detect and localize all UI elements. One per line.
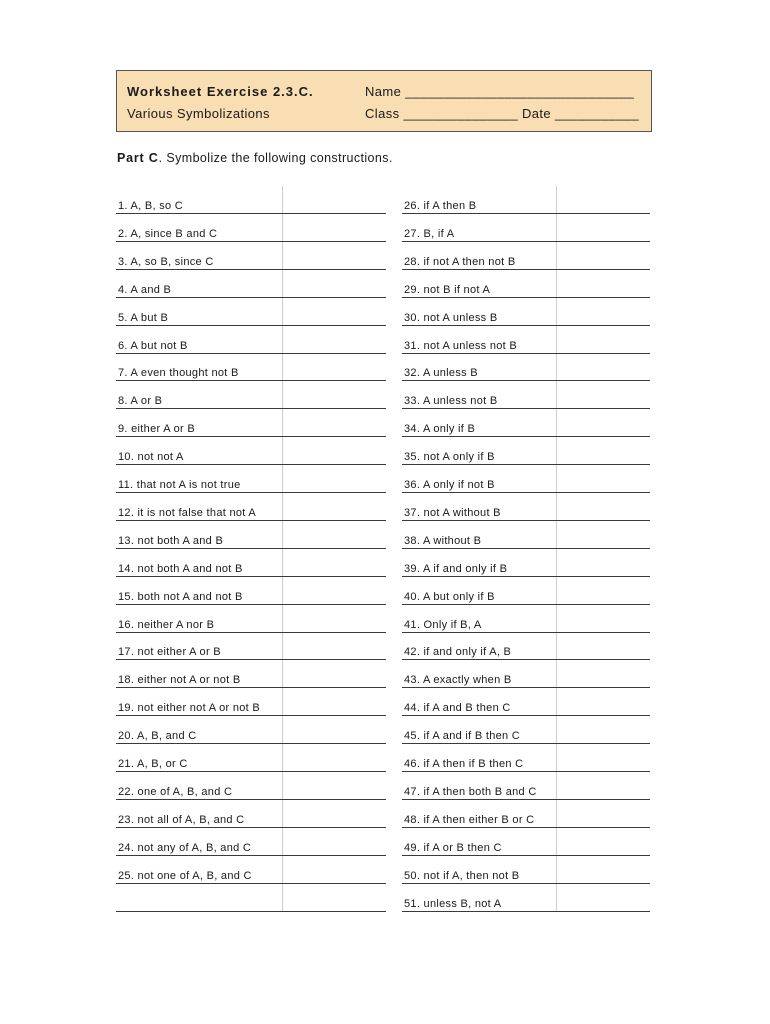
exercise-text: 29. not B if not A xyxy=(404,283,491,296)
exercise-text: 38. A without B xyxy=(404,534,482,547)
exercise-text: 18. either not A or not B xyxy=(118,674,241,687)
exercise-text: 7. A even thought not B xyxy=(118,367,239,380)
exercise-row[interactable] xyxy=(402,744,650,772)
exercise-text: 27. B, if A xyxy=(404,227,455,240)
exercise-text: 14. not both A and not B xyxy=(118,562,243,575)
exercise-text: 2. A, since B and C xyxy=(118,227,218,240)
exercise-text: 24. not any of A, B, and C xyxy=(118,841,252,854)
exercise-text: 36. A only if not B xyxy=(404,479,495,491)
exercise-row[interactable] xyxy=(402,688,650,716)
exercise-text: 34. A only if B xyxy=(404,423,476,436)
exercise-text: 41. Only if B, A xyxy=(404,618,482,631)
exercise-text: 44. if A and B then C xyxy=(404,702,511,715)
class-date-field[interactable]: Class _______________ Date ___________ xyxy=(365,106,639,121)
exercise-row[interactable] xyxy=(116,577,386,605)
exercise-row[interactable] xyxy=(116,493,386,521)
exercise-text: 5. A but B xyxy=(118,311,169,324)
exercise-text: 11. that not A is not true xyxy=(118,479,241,491)
exercise-text: 20. A, B, and C xyxy=(118,730,197,743)
exercise-row[interactable] xyxy=(402,660,650,688)
worksheet-subtitle: Various Symbolizations xyxy=(127,106,270,121)
exercise-text: 4. A and B xyxy=(118,283,172,296)
exercise-text: 12. it is not false that not A xyxy=(118,506,257,519)
exercise-text: 39. A if and only if B xyxy=(404,562,508,575)
exercise-text: 22. one of A, B, and C xyxy=(118,785,233,798)
exercise-row[interactable] xyxy=(402,577,650,605)
exercise-text: 8. A or B xyxy=(118,395,163,408)
exercise-row[interactable] xyxy=(116,186,386,214)
exercise-row[interactable] xyxy=(116,605,386,633)
exercise-row[interactable] xyxy=(402,242,650,270)
exercise-row[interactable] xyxy=(402,800,650,828)
exercise-row[interactable] xyxy=(402,493,650,521)
exercise-text: 43. A exactly when B xyxy=(404,674,512,687)
exercise-row[interactable] xyxy=(116,660,386,688)
exercise-row[interactable] xyxy=(116,381,386,409)
exercise-row[interactable] xyxy=(116,716,386,744)
exercise-text: 46. if A then if B then C xyxy=(404,758,524,770)
exercise-row[interactable] xyxy=(402,521,650,549)
exercise-row[interactable] xyxy=(116,744,386,772)
exercise-text: 48. if A then either B or C xyxy=(404,813,535,826)
exercise-row[interactable] xyxy=(116,632,386,660)
exercise-text: 15. both not A and not B xyxy=(118,590,243,603)
header-box xyxy=(116,70,652,132)
exercise-text: 30. not A unless B xyxy=(404,311,498,324)
blank-answer-line[interactable] xyxy=(116,911,386,912)
exercise-text: 32. A unless B xyxy=(404,367,478,380)
exercise-row[interactable] xyxy=(402,632,650,660)
name-field[interactable]: Name ______________________________ xyxy=(365,84,635,99)
exercise-text: 3. A, so B, since C xyxy=(118,255,214,268)
exercise-text: 21. A, B, or C xyxy=(118,758,188,770)
exercise-text: 23. not all of A, B, and C xyxy=(118,813,245,826)
exercise-row[interactable] xyxy=(402,353,650,381)
exercise-row[interactable] xyxy=(402,270,650,298)
exercise-row[interactable] xyxy=(402,298,650,326)
exercise-row[interactable] xyxy=(116,688,386,716)
exercise-row[interactable] xyxy=(402,828,650,856)
exercise-text: 50. not if A, then not B xyxy=(404,869,520,882)
exercise-text: 1. A, B, so C xyxy=(118,200,184,212)
exercise-text: 33. A unless not B xyxy=(404,395,498,408)
exercise-text: 10. not not A xyxy=(118,451,184,464)
exercise-row[interactable] xyxy=(402,465,650,493)
exercise-text: 51. unless B, not A xyxy=(404,897,502,910)
exercise-row[interactable] xyxy=(402,856,650,884)
exercise-row[interactable] xyxy=(402,772,650,800)
exercise-row[interactable] xyxy=(402,326,650,354)
exercise-row[interactable] xyxy=(116,800,386,828)
part-label: Part C xyxy=(117,151,159,165)
exercise-text: 47. if A then both B and C xyxy=(404,785,537,798)
exercise-row[interactable] xyxy=(402,884,650,912)
exercise-row[interactable] xyxy=(116,214,386,242)
exercise-row[interactable] xyxy=(116,298,386,326)
exercise-row[interactable] xyxy=(116,772,386,800)
exercise-row[interactable] xyxy=(116,549,386,577)
exercise-text: 37. not A without B xyxy=(404,506,501,519)
exercise-text: 45. if A and if B then C xyxy=(404,730,521,743)
exercise-text: 9. either A or B xyxy=(118,423,195,436)
exercise-row[interactable] xyxy=(402,381,650,409)
exercise-row[interactable] xyxy=(402,437,650,465)
instructions xyxy=(117,151,393,165)
exercise-row[interactable] xyxy=(116,856,386,884)
exercise-row[interactable] xyxy=(402,214,650,242)
exercise-text: 42. if and only if A, B xyxy=(404,646,512,659)
exercise-row[interactable] xyxy=(116,465,386,493)
exercise-row[interactable] xyxy=(116,242,386,270)
exercise-text: 31. not A unless not B xyxy=(404,339,518,352)
exercise-row[interactable] xyxy=(116,353,386,381)
exercise-row[interactable] xyxy=(116,437,386,465)
instructions-text: . Symbolize the following constructions. xyxy=(158,151,393,165)
exercise-row[interactable] xyxy=(116,326,386,354)
exercise-row[interactable] xyxy=(116,409,386,437)
exercise-row[interactable] xyxy=(402,186,650,214)
exercise-text: 35. not A only if B xyxy=(404,451,495,464)
exercise-row[interactable] xyxy=(116,521,386,549)
exercise-row[interactable] xyxy=(402,549,650,577)
exercise-row[interactable] xyxy=(402,409,650,437)
exercise-text: 16. neither A nor B xyxy=(118,618,215,631)
exercise-text: 26. if A then B xyxy=(404,200,477,212)
exercise-row[interactable] xyxy=(116,828,386,856)
exercise-row[interactable] xyxy=(402,605,650,633)
exercise-text: 40. A but only if B xyxy=(404,590,495,603)
exercise-row[interactable] xyxy=(402,716,650,744)
exercise-text: 17. not either A or B xyxy=(118,646,221,659)
exercise-text: 49. if A or B then C xyxy=(404,841,502,854)
exercise-text: 19. not either not A or not B xyxy=(118,702,261,715)
exercise-text: 13. not both A and B xyxy=(118,534,224,547)
worksheet-title: Worksheet Exercise 2.3.C. xyxy=(127,84,314,99)
exercise-text: 28. if not A then not B xyxy=(404,255,516,268)
exercise-text: 6. A but not B xyxy=(118,339,188,352)
exercise-text: 25. not one of A, B, and C xyxy=(118,869,252,882)
exercise-row[interactable] xyxy=(116,270,386,298)
